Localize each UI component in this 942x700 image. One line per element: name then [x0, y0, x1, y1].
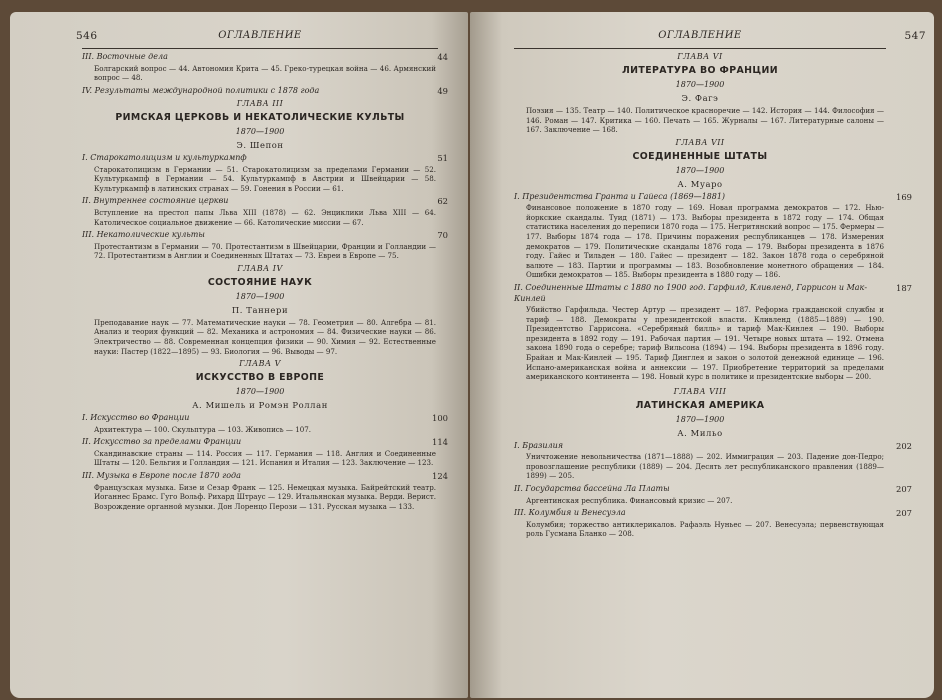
- toc-section-page: 207: [896, 484, 912, 495]
- toc-section-page: 114: [432, 437, 448, 448]
- chapter-title: СОЕДИНЕННЫЕ ШТАТЫ: [632, 150, 768, 162]
- toc-section: [514, 283, 912, 382]
- toc-section: [82, 196, 448, 227]
- chapter-title: РИМСКАЯ ЦЕРКОВЬ И НЕКАТОЛИЧЕСКИЕ КУЛЬТЫ: [115, 112, 405, 124]
- toc-section-desc: Протестантизм в Германии — 70. Протестантизм в Швейцарии, Франции и Голландии — 72. Протестантизм в Англии и Соединенных Штатах — 73. Евреи в Европе — 75.: [94, 241, 436, 261]
- toc-section-title: II. Искусство за пределами Франции: [82, 437, 242, 447]
- toc-section-desc: Уничтожение невольничества (1871—1888) — 202. Иммиграция — 203. Падение дон-Педро; провозглашение республики (1889) — 204. Десять лет республиканского правления (1889—1899) — 205.: [526, 452, 884, 481]
- toc-section-title: III. Восточные дела: [82, 52, 168, 61]
- toc-section-title: IV. Результаты международной политики с 1878 года: [82, 85, 320, 95]
- toc-section-title: II. Государства бассейна Ла Платы: [514, 484, 670, 494]
- toc-section-desc: Вступление на престол папы Льва XIII (1878) — 62. Энциклики Льва XIII — 64. Католическое социальное движение — 66. Католические миссии — 67.: [94, 207, 436, 227]
- toc-section-page: 187: [896, 283, 912, 294]
- left-page-number: 546: [76, 30, 98, 42]
- toc-section-title: III. Колумбия и Венесуэла: [514, 508, 626, 518]
- toc-section-desc: Преподавание наук — 77. Математические науки — 78. Геометрия — 80. Алгебра — 81. Анализ и теория функций — 82. Механика и астрономия — 84. Физические науки — 86. Электричество — 88. Современная концепция физики — 90. Химия — 92. Естественные науки: Пастер (1822—1895) — 93. Биология — 96. Выводы — 97.: [94, 317, 436, 356]
- chapter-label: ГЛАВА VII: [675, 137, 725, 147]
- chapter-author: А. Мишель и Ромэн Роллан: [192, 400, 328, 411]
- toc-section: [514, 440, 912, 481]
- chapter-label: ГЛАВА III: [236, 99, 284, 109]
- toc-section-title: III. Некатолические культы: [82, 230, 205, 240]
- toc-section-desc: Старокатолицизм в Германии — 51. Старокатолицизм за пределами Германии — 52. Культуркампф в Германии — 54. Культуркампф в Австрии и Швейцарии — 58. Культуркампф в латинских странах — 59. Гонения в России — 61.: [94, 164, 436, 193]
- toc-section-desc: Поэзия — 135. Театр — 140. Политическое красноречие — 142. История — 144. Философия — 146. Роман — 147. Критика — 160. Печать — 165. Журналы — 167. Литературные салоны — 167. Заключение — 168.: [526, 106, 884, 135]
- toc-section-title: I. Президентства Гранта и Гайеса (1869—1881): [514, 191, 726, 201]
- toc-section-page: 62: [437, 196, 448, 207]
- left-running-head: [76, 30, 438, 46]
- toc-section-page: 51: [437, 153, 448, 164]
- chapter-label: ГЛАВА IV: [237, 263, 283, 273]
- toc-section-page: 124: [432, 471, 448, 481]
- toc-section-desc: Убийство Гарфильда. Честер Артур — президент — 187. Реформа гражданской службы и тариф — 188. Демократы у президентской власти. Кливленд (1885—1889) — 190. Президентство Гаррисона. «Серебряный билль» и тариф Мак-Кинлея — 190. Выборы президента в 1892 году — 191. Рабочая партия — 191. Четыре новых штата — 192. Отмена закона 1890 года о серебре; тариф Вильсона (1894) — 194. Выборы президента в 1896 году. Брайан и Мак-Кинлей — 195. Тариф Динглея и закон о золотой денежной единице — 196. Испано-американская война и аннексии — 197. Приобретение территорий за пределами американского континента — 198. Новый курс в политике и президентские выборы — 200.: [526, 305, 884, 382]
- chapter-title: ЛАТИНСКАЯ АМЕРИКА: [635, 399, 765, 411]
- toc-section-desc: Болгарский вопрос — 44. Автономия Крита — 45. Греко-турецкая война — 46. Армянский вопрос — 48.: [94, 63, 436, 83]
- chapter-years: 1870—1900: [675, 80, 725, 89]
- chapter-years: 1870—1900: [235, 127, 285, 137]
- toc-section-desc: Аргентинская республика. Финансовый кризис — 207.: [526, 495, 733, 505]
- toc-section-page: 202: [896, 440, 912, 451]
- chapter-author: Э. Фагэ: [681, 93, 719, 103]
- toc-section-title: I. Искусство во Франции: [82, 413, 190, 423]
- left-head-rule: [82, 48, 438, 49]
- toc-section: [82, 318, 438, 356]
- chapter-title: ЛИТЕРАТУРА ВО ФРАНЦИИ: [621, 65, 778, 76]
- toc-section-title: II. Соединенные Штаты с 1880 по 1900 год. Гарфилд, Кливленд, Гаррисон и Мак-Кинлей: [514, 283, 868, 303]
- toc-section: [82, 230, 448, 261]
- chapter-author: Э. Шепон: [236, 140, 284, 151]
- toc-section-title: I. Бразилия: [514, 440, 564, 450]
- toc-section-desc: Финансовое положение в 1870 году — 169. Новая программа демократов — 172. Нью-йоркские скандалы. Туид (1871) — 173. Выборы президента в 1872 году — 174. Общая статистика населения до переписи 1870 года — 175. Негритянский вопрос — 175. Фермеры — 177. Выборы 1874 года — 178. Причины поражения республиканцев — 178. Измерения демократов — 179. Политические скандалы 1876 года — 179. Выборы президента в 1876 году. Гайес и Тильден — 180. Гайес — президент — 182. Закон 1878 года о серебряной валюте — 183. Партии и программы — 183. Возобновление монетного обращения — 184. Ошибки демократов — 185. Выборы президента в 1880 году — 186.: [526, 203, 884, 280]
- toc-section-desc: Архитектура — 100. Скульптура — 103. Живопись — 107.: [94, 424, 312, 434]
- toc-section: [82, 52, 448, 83]
- right-running-head: [514, 30, 926, 46]
- chapter-title: ИСКУССТВО В ЕВРОПЕ: [195, 372, 325, 384]
- toc-section-page: 100: [432, 413, 448, 424]
- chapter-years: 1870—1900: [235, 387, 285, 397]
- chapter-author: А. Муаро: [677, 178, 723, 189]
- spacer: [514, 382, 886, 384]
- right-page-content: [514, 30, 926, 692]
- chapter-years: 1870—1900: [675, 165, 725, 175]
- toc-section: [514, 484, 912, 505]
- toc-section-desc: Французская музыка. Бизе и Сезар Франк — 125. Немецкая музыка. Байрейтский театр. Иоганнес Брамс. Гуго Вольф. Рихард Штраус — 129. Итальянская музыка. Верди. Верист. Возрождение органной музыки. Дон Лоренцо Перози — 131. Русская музыка — 133.: [94, 482, 436, 511]
- toc-section-title: III. Музыка в Европе после 1870 года: [82, 471, 241, 480]
- toc-section-page: 207: [896, 508, 912, 519]
- chapter-label: ГЛАВА V: [239, 359, 281, 369]
- right-page-number: 547: [904, 30, 926, 42]
- chapter-author: А. Мильо: [677, 427, 723, 438]
- toc-section: [82, 471, 448, 511]
- toc-section-desc: Колумбия; торжество антиклерикалов. Рафаэль Нуньес — 207. Венесуэла; первенствующая роль Гусмана Бланко — 208.: [526, 519, 884, 539]
- toc-section-desc: Скандинавские страны — 114. Россия — 117. Германия — 118. Англия и Соединенные Штаты — 120. Бельгия и Голландия — 121. Испания и Италия — 123. Заключение — 123.: [94, 448, 436, 468]
- left-running-head-title: ОГЛАВЛЕНИЕ: [218, 30, 302, 41]
- toc-section: [82, 85, 448, 97]
- chapter-label: ГЛАВА VI: [677, 52, 723, 61]
- toc-section: [82, 153, 448, 193]
- chapter-title: СОСТОЯНИЕ НАУК: [207, 276, 313, 288]
- left-page-content: [76, 30, 448, 692]
- toc-section-page: 70: [437, 230, 448, 241]
- right-page: [470, 12, 934, 698]
- toc-section-page: 44: [437, 52, 448, 62]
- chapter-author: П. Таннери: [231, 304, 289, 315]
- toc-section-title: II. Внутреннее состояние церкви: [82, 196, 229, 206]
- toc-section-title: I. Старокатолицизм и культуркампф: [82, 153, 247, 163]
- right-running-head-title: ОГЛАВЛЕНИЕ: [658, 30, 742, 41]
- right-head-rule: [514, 48, 886, 49]
- left-page: [10, 12, 468, 698]
- toc-section: [514, 191, 912, 280]
- toc-section-page: 169: [896, 191, 912, 202]
- chapter-label: ГЛАВА VIII: [673, 386, 727, 396]
- toc-section: [514, 106, 886, 135]
- toc-section: [82, 413, 448, 434]
- toc-section-page: 49: [437, 85, 448, 96]
- toc-section: [514, 508, 912, 539]
- chapter-years: 1870—1900: [675, 414, 725, 424]
- toc-section: [82, 437, 448, 468]
- chapter-years: 1870—1900: [235, 291, 285, 301]
